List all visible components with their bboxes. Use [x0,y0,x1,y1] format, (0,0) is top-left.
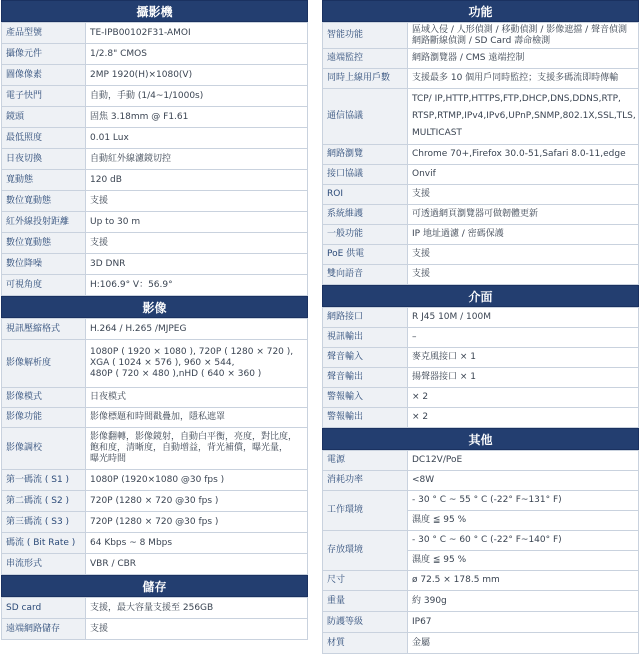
spec-row [323,265,639,285]
spec-value: 720P (1280 × 720 @30 fps ) [86,512,308,533]
interface-spec-table [322,307,639,428]
spec-label: 最低照度 [2,128,86,149]
spec-value: Onvif [408,165,639,185]
spec-value-line: 區域入侵 / 人形偵測 / 移動偵測 / 影像遮擋 / 聲音偵測 [412,24,628,35]
spec-label: 視訊輸出 [323,328,408,348]
spec-value-line: TCP/ IP,HTTP,HTTPS,FTP,DHCP,DNS,DDNS,RTP, [412,94,621,104]
spec-value: DC12V/PoE [408,451,639,471]
functions-section-header: 功能 [322,0,639,22]
spec-label: 圖像像素 [2,65,86,86]
spec-row [2,191,308,212]
spec-value: 金屬 [408,633,639,654]
spec-label: 影像模式 [2,388,86,408]
spec-row [2,554,308,575]
spec-value: 濕度 ≦ 95 % [408,551,639,571]
spec-row [323,388,639,408]
functions-spec-table [322,22,639,285]
spec-label: 警報輸入 [323,388,408,408]
spec-label: 寬動態 [2,170,86,191]
spec-value-line: 480P ( 720 × 480 ),nHD ( 640 × 360 ) [90,369,262,379]
spec-value [408,23,639,49]
spec-value [408,89,639,145]
spec-label: 材質 [323,633,408,654]
spec-label: 網路瀏覽 [323,145,408,165]
spec-label: 電子快門 [2,86,86,107]
spec-row [323,368,639,388]
spec-row [323,408,639,428]
spec-label: 防護等級 [323,612,408,633]
spec-row [2,107,308,128]
spec-value-line: 曝光時間 [90,454,127,464]
spec-label: 警報輸出 [323,408,408,428]
spec-label: 同時上線用戶數 [323,69,408,89]
spec-row [323,348,639,368]
spec-label: 第一碼流 ( S1 ) [2,470,86,491]
spec-row [2,491,308,512]
spec-row [323,69,639,89]
spec-row [2,233,308,254]
spec-row [2,275,308,296]
spec-value: 1080P (1920×1080 @30 fps ) [86,470,308,491]
spec-value: Up to 30 m [86,212,308,233]
spec-label: 數位寬動態 [2,191,86,212]
spec-label: PoE 供電 [323,245,408,265]
spec-row [323,308,639,328]
spec-row [323,89,639,145]
spec-label: 消耗功率 [323,471,408,491]
spec-label: 智能功能 [323,23,408,49]
spec-label: 攝像元件 [2,44,86,65]
spec-row [2,254,308,275]
spec-label: 鏡頭 [2,107,86,128]
spec-label: 碼流 ( Bit Rate ) [2,533,86,554]
spec-value: 濕度 ≦ 95 % [408,511,639,531]
left-column [1,0,308,640]
spec-value: 麥克風接口 × 1 [408,348,639,368]
camera-section-header: 攝影機 [1,0,308,22]
spec-row [323,23,639,49]
spec-value: 0.01 Lux [86,128,308,149]
spec-row [323,49,639,69]
spec-value: 3D DNR [86,254,308,275]
spec-value: 2MP 1920(H)×1080(V) [86,65,308,86]
spec-label: 一般功能 [323,225,408,245]
other-spec-table [322,450,639,654]
spec-value: 支援，最大容量支援至 256GB [86,598,308,619]
spec-row [2,512,308,533]
spec-value-line: XGA ( 1024 × 576 ), 960 × 544, [90,358,235,368]
spec-value: 日夜模式 [86,388,308,408]
camera-spec-table [1,22,308,296]
storage-spec-table [1,597,308,640]
spec-row [2,23,308,44]
spec-value-line: 飽和度，清晰度，自動增益，背光補償，曝光量， [90,443,289,453]
spec-label: 雙向語音 [323,265,408,285]
spec-value [86,340,308,388]
spec-row [2,128,308,149]
spec-label: 影像功能 [2,408,86,428]
spec-label: 工作環境 [323,491,408,531]
spec-row [323,205,639,225]
spec-label: 遠端網路儲存 [2,619,86,640]
spec-value [86,428,308,470]
spec-value: TE-IPB00102F31-AMOI [86,23,308,44]
spec-value: 支援 [408,185,639,205]
right-column [322,0,639,654]
spec-label: 紅外線投射距離 [2,212,86,233]
spec-value: 支援 [408,245,639,265]
spec-label: 第二碼流 ( S2 ) [2,491,86,512]
spec-value: 120 dB [86,170,308,191]
spec-value: × 2 [408,388,639,408]
spec-label: 產品型號 [2,23,86,44]
spec-row [2,408,308,428]
spec-value: ø 72.5 × 178.5 mm [408,571,639,591]
spec-row [2,86,308,107]
spec-row [2,65,308,86]
spec-label: 網路接口 [323,308,408,328]
spec-value: 影像標題和時間戳疊加，隱私遮罩 [86,408,308,428]
spec-value: IP67 [408,612,639,633]
spec-value: 自動紅外線濾鏡切控 [86,149,308,170]
spec-row [323,491,639,511]
spec-label: 影像解析度 [2,340,86,388]
spec-value: 支援 [86,619,308,640]
spec-label: 遠端監控 [323,49,408,69]
spec-row [2,428,308,470]
spec-value: R J45 10M / 100M [408,308,639,328]
spec-value: - 30 ° C ~ 60 ° C (-22° F~140° F) [408,531,639,551]
spec-label: 日夜切換 [2,149,86,170]
spec-row [323,451,639,471]
spec-value: 約 390g [408,591,639,612]
spec-value: 64 Kbps ~ 8 Mbps [86,533,308,554]
spec-row [323,165,639,185]
spec-row [2,149,308,170]
spec-row [2,44,308,65]
spec-label: 重量 [323,591,408,612]
spec-label: 尺寸 [323,571,408,591]
spec-row [323,225,639,245]
spec-row [2,319,308,340]
spec-label: 視訊壓縮格式 [2,319,86,340]
spec-label: 可視角度 [2,275,86,296]
spec-label: 數位寬動態 [2,233,86,254]
spec-value: H:106.9° V：56.9° [86,275,308,296]
spec-value: 揚聲器接口 × 1 [408,368,639,388]
spec-value: 網路瀏覽器 / CMS 遠端控制 [408,49,639,69]
spec-value: VBR / CBR [86,554,308,575]
spec-value: 固焦 3.18mm @ F1.61 [86,107,308,128]
spec-value: H.264 / H.265 /MJPEG [86,319,308,340]
spec-row [2,470,308,491]
spec-row [323,591,639,612]
spec-row [2,388,308,408]
spec-value-line: 影像翻轉，影像鏡射，自動白平衡，亮度，對比度， [90,432,298,442]
spec-row [2,340,308,388]
spec-value: 支援最多 10 個用戶同時監控；支援多碼流即時傳輸 [408,69,639,89]
spec-row [323,633,639,654]
spec-row [323,245,639,265]
spec-label: 系統維護 [323,205,408,225]
spec-row [2,598,308,619]
spec-row [323,571,639,591]
spec-value: Chrome 70+,Firefox 30.0-51,Safari 8.0-11,edge [408,145,639,165]
spec-row [2,212,308,233]
storage-section-header: 儲存 [1,575,308,597]
spec-row [2,533,308,554]
spec-label: 第三碼流 ( S3 ) [2,512,86,533]
spec-label: 影像調校 [2,428,86,470]
spec-label: 電源 [323,451,408,471]
spec-row [323,531,639,551]
spec-label: 聲音輸出 [323,368,408,388]
spec-value: 支援 [86,233,308,254]
spec-value: IP 地址過濾 / 密碼保護 [408,225,639,245]
spec-label: 數位降噪 [2,254,86,275]
spec-value: 支援 [86,191,308,212]
spec-value: – [408,328,639,348]
spec-value: 1/2.8" CMOS [86,44,308,65]
spec-label: ROI [323,185,408,205]
spec-row [323,612,639,633]
interface-section-header: 介面 [322,285,639,307]
spec-value: 自動，手動 (1/4~1/1000s) [86,86,308,107]
spec-value: 支援 [408,265,639,285]
spec-value: 可透過網頁瀏覽器可做韌體更新 [408,205,639,225]
spec-value: × 2 [408,408,639,428]
spec-label: 串流形式 [2,554,86,575]
video-section-header: 影像 [1,296,308,318]
spec-row [323,145,639,165]
spec-label: 通信協議 [323,89,408,145]
spec-row [2,619,308,640]
spec-label: 接口協議 [323,165,408,185]
spec-row [323,185,639,205]
spec-label: SD card [2,598,86,619]
spec-value-line: 網路斷線偵測 / SD Card 壽命檢測 [412,35,551,46]
spec-label: 聲音輸入 [323,348,408,368]
spec-row [323,471,639,491]
spec-value: - 30 ° C ~ 55 ° C (-22° F~131° F) [408,491,639,511]
video-spec-table [1,318,308,575]
other-section-header: 其他 [322,428,639,450]
spec-row [2,170,308,191]
spec-value: 720P (1280 × 720 @30 fps ) [86,491,308,512]
spec-value-line: 1080P ( 1920 × 1080 ), 720P ( 1280 × 720 ), [90,347,294,357]
spec-value-line: MULTICAST [412,128,462,138]
spec-value-line: RTSP,RTMP,IPv4,IPv6,UPnP,SNMP,802.1X,SSL,TLS, [412,111,636,121]
spec-label: 存放環境 [323,531,408,571]
spec-row [323,328,639,348]
spec-value: <8W [408,471,639,491]
